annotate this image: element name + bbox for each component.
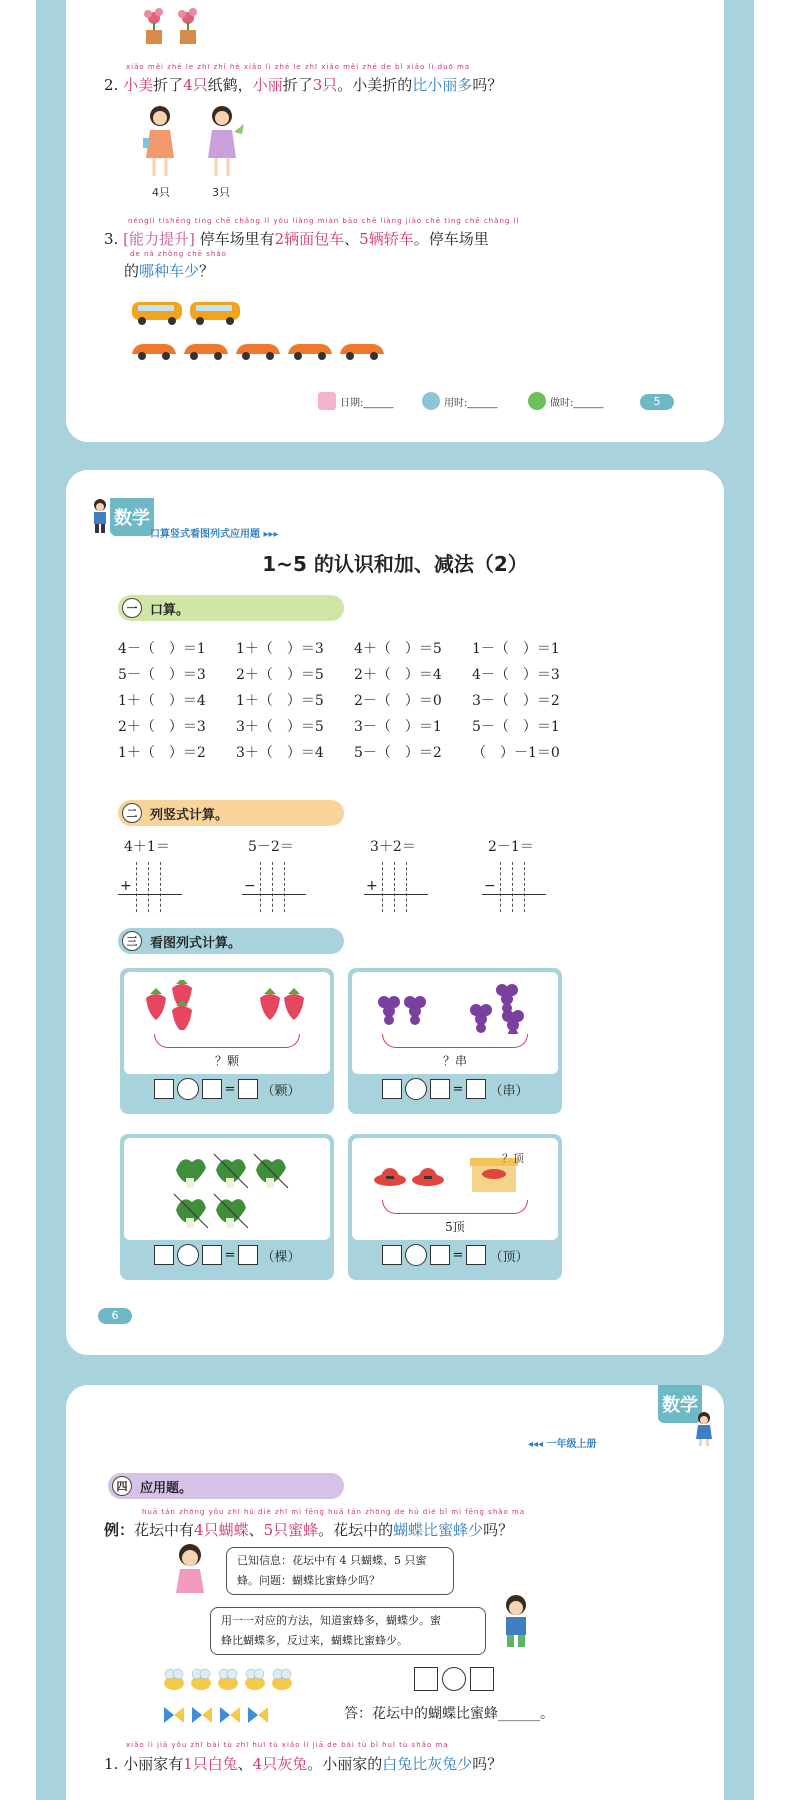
bee-icon <box>272 1669 292 1690</box>
result-box[interactable] <box>466 1079 486 1099</box>
brace <box>382 1034 528 1048</box>
oral-equation[interactable]: （ ）－1＝0 <box>472 745 560 761</box>
vertical-calc-grid[interactable] <box>364 862 428 912</box>
girl-mascot-icon <box>694 1411 714 1447</box>
girl-character-icon <box>170 1543 210 1599</box>
result-box[interactable] <box>466 1245 486 1265</box>
card-1-label: ？颗 <box>214 1054 239 1068</box>
bees-image <box>162 1667 302 1697</box>
oral-equation[interactable]: 4＋（ ）＝5 <box>354 641 442 657</box>
compare-circle[interactable] <box>442 1667 466 1691</box>
answer-box[interactable] <box>382 1079 402 1099</box>
vertical-equation: 4＋1＝ <box>124 839 170 855</box>
section-1-header: 一 口算。 <box>118 595 344 621</box>
grape-icon <box>378 996 400 1025</box>
brand-subtitle: 口算竖式看图列式应用题 ▸▸▸ <box>150 529 279 540</box>
oral-equation[interactable]: 5－（ ）＝1 <box>472 719 560 735</box>
bok-choy-image <box>172 1152 292 1232</box>
girl-icon <box>208 106 244 176</box>
butterfly-icon <box>248 1707 268 1723</box>
bee-icon <box>164 1669 184 1690</box>
page-number: 5 <box>640 394 674 410</box>
bok-choy-icon <box>214 1194 248 1228</box>
bee-icon <box>218 1669 238 1690</box>
card-4-label: 5顶 <box>445 1220 465 1234</box>
page-number: 6 <box>98 1308 132 1324</box>
grape-icon <box>404 996 426 1025</box>
page-7 <box>66 1385 724 1800</box>
brand-tab: 数学 <box>658 1385 702 1423</box>
flower-pots-image <box>140 0 206 46</box>
page-6 <box>66 470 724 1355</box>
grape-icon <box>470 1004 492 1033</box>
time-footer: 用时:______ <box>422 392 497 410</box>
operator-sign: − <box>244 878 256 894</box>
oral-equation[interactable]: 2＋（ ）＝5 <box>236 667 324 683</box>
q1-text: 1. 小丽家有1只白兔、4只灰兔。小丽家的白兔比灰兔少吗？ <box>104 1755 503 1773</box>
operator-sign: + <box>120 878 132 894</box>
oral-equation[interactable]: 4－（ ）＝1 <box>118 641 206 657</box>
q3-text: 3. [能力提升] 停车场里有2辆面包车、5辆轿车。停车场里 <box>104 230 489 248</box>
car-icon <box>236 344 280 360</box>
oral-equation[interactable]: 5－（ ）＝2 <box>354 745 442 761</box>
q3-text-2: 的哪种车少？ <box>124 262 215 280</box>
brace <box>382 1200 528 1214</box>
vehicles-image <box>130 298 390 368</box>
flower-pot-icon <box>144 8 163 44</box>
bee-icon <box>245 1669 265 1690</box>
grape-icon <box>496 984 518 1013</box>
answer-row: = （顶） <box>348 1244 562 1266</box>
answer-box[interactable] <box>382 1245 402 1265</box>
answer-box[interactable] <box>430 1245 450 1265</box>
oral-equation[interactable]: 3－（ ）＝1 <box>354 719 442 735</box>
answer-box[interactable] <box>414 1667 438 1691</box>
minibus-icon <box>132 302 182 325</box>
girl2-label: 3只 <box>212 186 230 199</box>
car-icon <box>340 344 384 360</box>
bee-icon <box>191 1669 211 1690</box>
q2-text: 2. 小美折了4只纸鹤，小丽折了3只。小美折的比小丽多吗？ <box>104 76 503 94</box>
girl1-label: 4只 <box>152 186 170 199</box>
strawberries-image <box>142 980 312 1030</box>
alarm-clock-icon <box>422 392 440 410</box>
vertical-calc-grid[interactable] <box>482 862 546 912</box>
page-title: 1~5 的认识和加、减法（2） <box>262 552 528 576</box>
brand-tab: 数学 <box>110 498 154 536</box>
check-icon <box>528 392 546 410</box>
oral-equation[interactable]: 2＋（ ）＝4 <box>354 667 442 683</box>
vertical-equation: 2－1＝ <box>488 839 534 855</box>
picture-card-strawberries <box>120 968 334 1114</box>
done-footer: 做时:______ <box>528 392 603 410</box>
bok-choy-icon <box>176 1159 206 1188</box>
car-icon <box>132 344 176 360</box>
girl-icon <box>143 106 174 176</box>
oral-equation[interactable]: 4－（ ）＝3 <box>472 667 560 683</box>
car-icon <box>288 344 332 360</box>
section-2-header: 二 列竖式计算。 <box>118 800 344 826</box>
example-pinyin: huā tán zhōng yǒu zhī hú dié zhī mì fēng huā tán zhōng de hú dié bǐ mì fēng shǎo ma <box>142 1508 526 1516</box>
oral-equation[interactable]: 5－（ ）＝3 <box>118 667 206 683</box>
answer-box[interactable] <box>470 1667 494 1691</box>
boy-mascot-icon <box>90 498 110 534</box>
strawberry-icon <box>284 988 304 1020</box>
section-3-header: 三 看图列式计算。 <box>118 928 344 954</box>
butterfly-icon <box>192 1707 212 1723</box>
brace <box>154 1034 300 1048</box>
strawberry-icon <box>172 1000 192 1030</box>
q1-pinyin: xiǎo lì jiā yǒu zhī bái tù zhī huī tù xiǎo lì jiā de bái tù bǐ huī tù shǎo ma <box>126 1741 449 1749</box>
operator-circle[interactable] <box>405 1244 427 1266</box>
oral-equation[interactable]: 2＋（ ）＝3 <box>118 719 206 735</box>
grapes-image <box>374 978 544 1034</box>
method-bubble: 用一一对应的方法，知道蜜蜂多，蝴蝶少。蜜 蜂比蝴蝶多，反过来，蝴蝶比蜜蜂少。 <box>210 1607 486 1655</box>
operator-circle[interactable] <box>177 1078 199 1100</box>
card-4-side-label: ？顶 <box>502 1152 524 1165</box>
q2-pinyin: xiǎo měi zhé le zhī zhǐ hè xiǎo lì zhé le zhī xiǎo měi zhé de bǐ xiǎo lì duō ma <box>126 63 471 71</box>
section-4-header: 四 应用题。 <box>108 1473 344 1499</box>
date-footer: 日期:______ <box>318 392 393 410</box>
oral-equation[interactable]: 1－（ ）＝1 <box>472 641 560 657</box>
strawberry-icon <box>260 988 280 1020</box>
butterfly-icon <box>164 1707 184 1723</box>
answer-row: = （串） <box>348 1078 562 1100</box>
info-bubble: 已知信息：花坛中有 4 只蝴蝶、5 只蜜 蜂。问题：蝴蝶比蜜蜂少吗？ <box>226 1547 454 1595</box>
grape-icon <box>502 1010 524 1034</box>
q3-pinyin: nénglì tíshēng tíng chē chǎng lǐ yǒu liǎng miàn bāo chē liàng jiào chē tíng chē chǎng lǐ <box>128 217 520 225</box>
vertical-equation: 5－2＝ <box>248 839 294 855</box>
picture-card-hats <box>348 1134 562 1280</box>
oral-equation[interactable]: 3＋（ ）＝5 <box>236 719 324 735</box>
result-box[interactable] <box>238 1079 258 1099</box>
butterfly-icon <box>220 1707 240 1723</box>
boy-character-icon <box>498 1593 534 1649</box>
q3-pinyin-2: de nǎ zhǒng chē shǎo <box>130 250 227 258</box>
oral-equation[interactable]: 1＋（ ）＝3 <box>236 641 324 657</box>
answer-box[interactable] <box>202 1079 222 1099</box>
picture-card-grapes <box>348 968 562 1114</box>
page-5 <box>66 0 724 442</box>
operator-sign: + <box>366 878 378 894</box>
vertical-calc-grid[interactable] <box>242 862 306 912</box>
answer-box[interactable] <box>430 1079 450 1099</box>
car-icon <box>184 344 228 360</box>
compare-boxes <box>414 1667 494 1691</box>
butterflies-image <box>162 1703 282 1727</box>
flower-pot-icon <box>178 8 197 44</box>
picture-card-vegetables <box>120 1134 334 1280</box>
operator-sign: − <box>484 878 496 894</box>
oral-equation[interactable]: 1＋（ ）＝2 <box>118 745 206 761</box>
result-box[interactable] <box>238 1245 258 1265</box>
minibus-icon <box>190 302 240 325</box>
example-text: 例：花坛中有4只蝴蝶、5只蜜蜂。花坛中的蝴蝶比蜜蜂少吗？ <box>104 1521 514 1539</box>
oral-equation[interactable]: 1＋（ ）＝5 <box>236 693 324 709</box>
oral-equation[interactable]: 2－（ ）＝0 <box>354 693 442 709</box>
hat-icon <box>412 1168 444 1186</box>
answer-row: = （颗） <box>120 1078 334 1100</box>
oral-equation[interactable]: 3＋（ ）＝4 <box>236 745 324 761</box>
operator-circle[interactable] <box>177 1244 199 1266</box>
oral-equation[interactable]: 1＋（ ）＝4 <box>118 693 206 709</box>
bok-choy-icon <box>254 1154 288 1188</box>
bok-choy-icon <box>174 1194 208 1228</box>
strawberry-icon <box>146 988 166 1020</box>
girls-image <box>140 102 260 182</box>
answer-box[interactable] <box>154 1079 174 1099</box>
hat-icon <box>374 1168 406 1186</box>
operator-circle[interactable] <box>405 1078 427 1100</box>
answer-box[interactable] <box>154 1245 174 1265</box>
calendar-icon <box>318 392 336 410</box>
answer-box[interactable] <box>202 1245 222 1265</box>
bok-choy-icon <box>214 1154 248 1188</box>
vertical-equation: 3＋2＝ <box>370 839 416 855</box>
brand-subtitle: ◂◂◂ 一年级上册 <box>528 1439 597 1450</box>
card-2-label: ？串 <box>442 1054 467 1068</box>
answer-row: = （棵） <box>120 1244 334 1266</box>
oral-equation[interactable]: 3－（ ）＝2 <box>472 693 560 709</box>
example-answer: 答：花坛中的蝴蝶比蜜蜂______。 <box>344 1706 554 1722</box>
vertical-calc-grid[interactable] <box>118 862 182 912</box>
